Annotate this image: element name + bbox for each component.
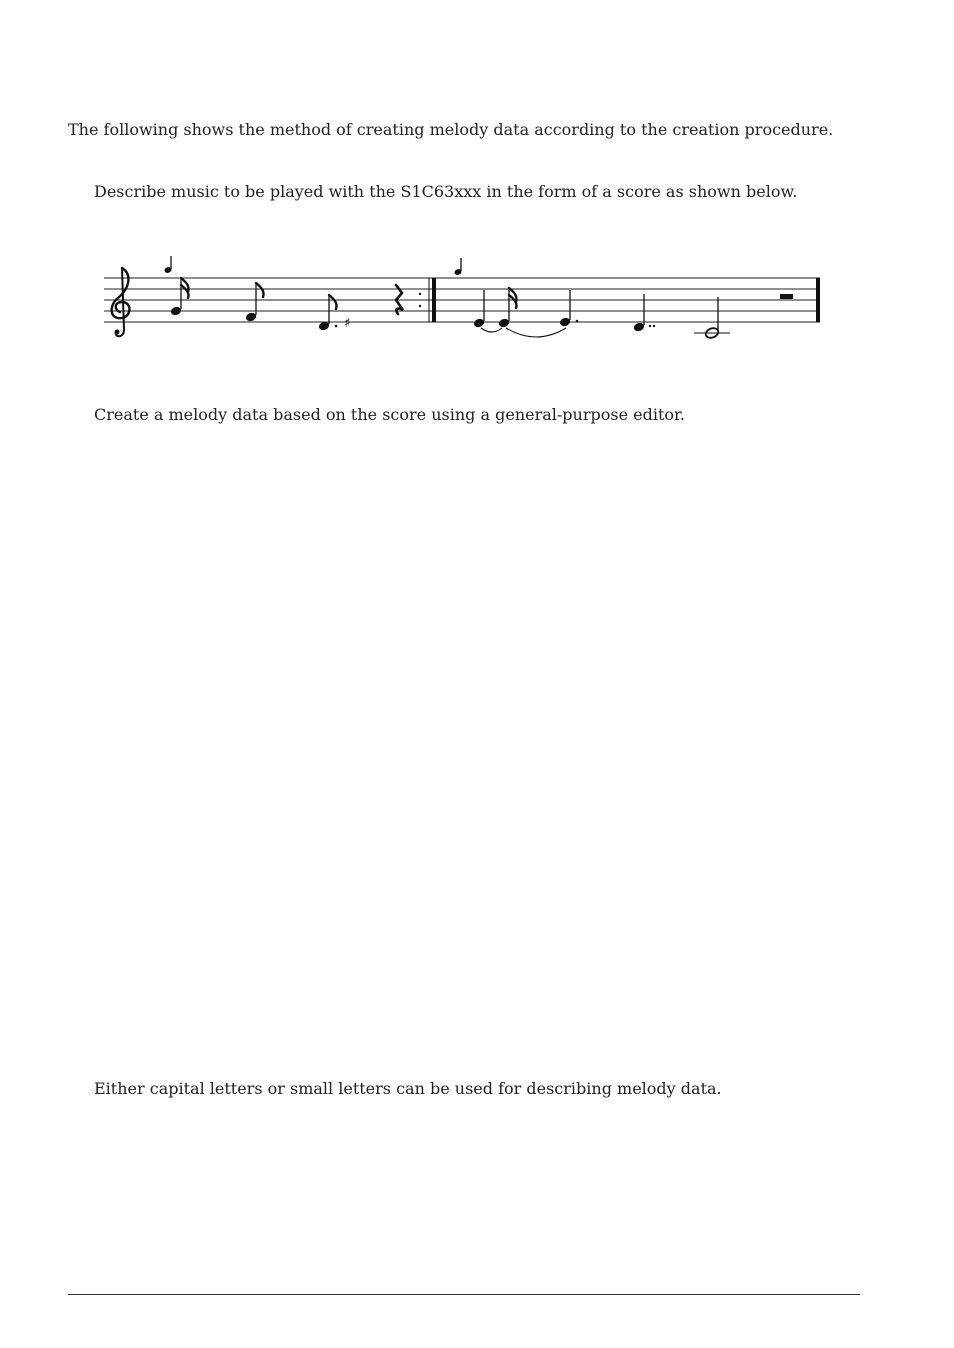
tempo-note-icon xyxy=(454,258,463,276)
footer-rule xyxy=(68,1294,860,1295)
quarter-note xyxy=(473,290,486,329)
half-note xyxy=(694,297,730,339)
final-barline xyxy=(816,278,820,322)
tie xyxy=(506,328,566,337)
tie xyxy=(481,328,502,332)
note-paragraph: Either capital letters or small letters can be used for describing melody data. xyxy=(94,1079,722,1098)
sharp-sign: ♯ xyxy=(344,316,351,331)
staff xyxy=(104,278,820,322)
tempo-note-icon xyxy=(164,256,173,274)
step1-instruction: Describe music to be played with the S1C63xxx in the form of a score as shown below. xyxy=(94,182,798,201)
rest xyxy=(780,294,793,299)
intro-paragraph: The following shows the method of creating melody data according to the creation procedure. xyxy=(68,120,834,139)
music-score xyxy=(96,250,836,350)
step2-instruction: Create a melody data based on the score using a general-purpose editor. xyxy=(94,405,685,424)
